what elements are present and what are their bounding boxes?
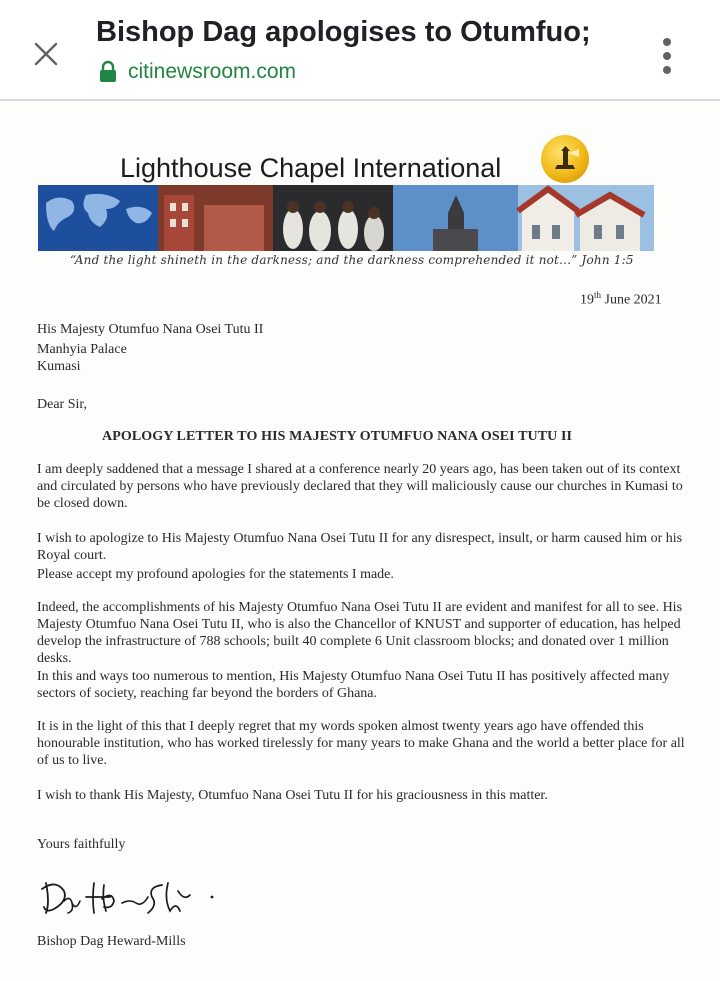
- signatory-name: Bishop Dag Heward-Mills: [37, 934, 186, 949]
- close-icon[interactable]: [28, 36, 64, 72]
- more-vertical-icon[interactable]: [654, 36, 682, 76]
- letter-paragraph: I wish to apologize to His Majesty Otumfuo Nana Osei Tutu II for any disrespect, insult, or harm caused him or his Royal court.: [37, 531, 683, 563]
- letter-paragraph: I wish to thank His Majesty, Otumfuo Nana Osei Tutu II for his graciousness in this matter.: [37, 788, 548, 803]
- letterhead-motto: “And the light shineth in the darkness; and the darkness comprehended it not...” John 1:5: [70, 253, 634, 267]
- church-logo: [541, 135, 589, 183]
- letter-date: 19th June 2021: [580, 290, 662, 308]
- lock-icon: [98, 60, 118, 84]
- recipient-line: Kumasi: [37, 359, 81, 374]
- recipient-line: His Majesty Otumfuo Nana Osei Tutu II: [37, 322, 264, 337]
- letter-closing: Yours faithfully: [37, 837, 126, 852]
- letter-paragraph: Indeed, the accomplishments of his Majesty Otumfuo Nana Osei Tutu II are evident and manifest for all to see. His Majesty Otumfuo Nana Osei Tutu II, who is also the Chancellor of KNUST and supporter of education, has helped develop the infrastructure of 788 schools; built 40 complete 6 Unit classroom blocks; and donated over 1 million desks.: [37, 600, 683, 666]
- letter-paragraph: In this and ways too numerous to mention, His Majesty Otumfuo Nana Osei Tutu II has positively affected many sectors of society, reaching far beyond the borders of Ghana.: [37, 669, 670, 701]
- url-bar[interactable]: [98, 58, 296, 86]
- handwritten-signature: [36, 873, 226, 923]
- page-title: Bishop Dag apologises to Otumfuo;: [96, 16, 591, 48]
- letter-paragraph: Please accept my profound apologies for the statements I made.: [37, 567, 394, 582]
- letter-paragraph: I am deeply saddened that a message I shared at a conference nearly 20 years ago, has been taken out of its context and circulated by persons who have previously declared that they will maliciously cause our churches in Kumasi to be closed down.: [37, 462, 683, 511]
- letter-subject: APOLOGY LETTER TO HIS MAJESTY OTUMFUO NANA OSEI TUTU II: [102, 429, 573, 444]
- salutation: Dear Sir,: [37, 397, 87, 412]
- url-text: citinewsroom.com: [128, 60, 297, 83]
- letter-paragraph: It is in the light of this that I deeply regret that my words spoken almost twenty years ago have offended this honourable institution, who has worked tirelessly for many years to make Ghana and the world a better place for all of us to live.: [37, 719, 685, 768]
- letterhead-organization: Lighthouse Chapel International: [120, 153, 502, 183]
- letterhead-banner: [38, 185, 654, 251]
- letter-document: [0, 103, 720, 981]
- recipient-line: Manhyia Palace: [37, 342, 127, 357]
- browser-toolbar: [0, 0, 720, 101]
